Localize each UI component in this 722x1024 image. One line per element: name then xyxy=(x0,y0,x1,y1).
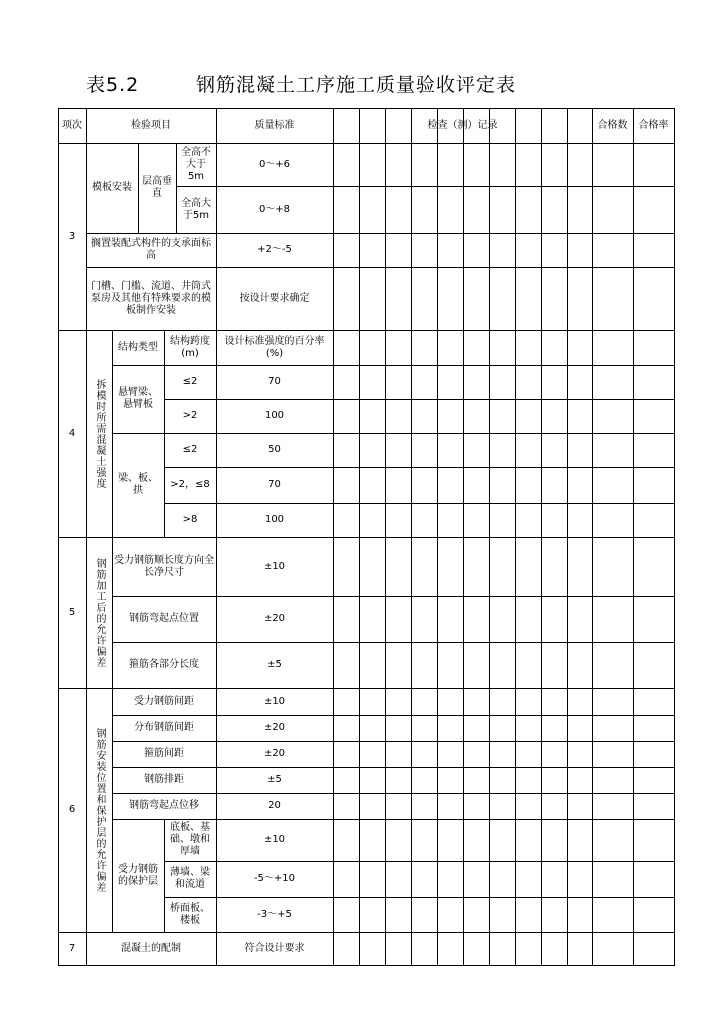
cover-row-2-standard: -5～+10 xyxy=(253,873,296,884)
cover-row-1-standard: ±10 xyxy=(263,834,286,845)
section-5-no: 5 xyxy=(68,606,76,618)
cover-row-2-label: 薄墙、梁和流道 xyxy=(170,867,210,890)
structure-type-header: 结构类型 xyxy=(118,341,158,353)
table-name: 钢筋混凝土工序施工质量验收评定表 xyxy=(196,74,517,96)
section-7-no: 7 xyxy=(68,942,76,954)
bend-standard: ±20 xyxy=(263,613,286,624)
install-row-3-label: 箍筋间距 xyxy=(144,748,184,759)
special-standard: 按设计要求确定 xyxy=(239,292,310,304)
cover-row-3-standard: -3～+5 xyxy=(257,908,292,920)
section-4-no: 4 xyxy=(68,427,76,439)
section-3-no: 3 xyxy=(68,230,76,242)
length-label: 受力钢筋顺长度方向全长净尺寸 xyxy=(114,554,214,578)
grid-line-h xyxy=(58,965,675,966)
processing-group-label: 钢筋加工后的允许偏差 xyxy=(94,557,105,668)
mix-label: 混凝土的配制 xyxy=(121,942,181,954)
install-row-4-label: 钢筋排距 xyxy=(144,774,184,785)
header-pass-rate: 合格率 xyxy=(638,119,669,131)
header-pass-count: 合格数 xyxy=(597,119,628,131)
install-row-2-standard: ±20 xyxy=(263,722,286,733)
beam-pct-2: 70 xyxy=(268,479,281,490)
beam-pct-3: 100 xyxy=(264,514,285,525)
beam-label: 梁、板、拱 xyxy=(118,473,158,496)
cover-label: 受力钢筋的保护层 xyxy=(118,863,158,887)
install-row-1-standard: ±10 xyxy=(263,695,286,707)
header-item: 检验项目 xyxy=(131,119,171,131)
header-records: 检查（测）记录 xyxy=(427,119,498,131)
install-row-5-standard: 20 xyxy=(268,800,281,811)
formwork-install-label: 模板安装 xyxy=(92,182,132,193)
stirrup-label: 箍筋各部分长度 xyxy=(129,659,199,670)
beam-pct-1: 50 xyxy=(268,444,281,455)
special-label: 门槽、门槛、流道、井筒式泵房及其他有特殊要求的模板制作安装 xyxy=(91,280,211,316)
install-group-label: 钢筋安装位置和保护层的允许偏差 xyxy=(94,727,105,893)
height-gt5-label: 全高大于5m xyxy=(181,197,211,221)
beam-span-1: ≤2 xyxy=(182,444,198,455)
shelf-label: 搁置装配式构件的支承面标高 xyxy=(91,238,211,261)
length-standard: ±10 xyxy=(263,560,286,572)
cantilever-pct-2: 100 xyxy=(264,410,285,421)
cantilever-label: 悬臂梁、悬臂板 xyxy=(118,387,158,410)
cover-row-3-label: 桥面板、楼板 xyxy=(170,902,210,926)
mix-standard: 符合设计要求 xyxy=(244,942,305,954)
install-row-2-label: 分布钢筋间距 xyxy=(134,722,194,733)
cantilever-pct-1: 70 xyxy=(268,376,281,387)
beam-span-2: >2，≤8 xyxy=(170,479,210,490)
cantilever-span-1: ≤2 xyxy=(182,376,198,387)
height-le5-standard: 0～+6 xyxy=(258,158,291,170)
removal-group-label: 拆模时所需混凝土强度 xyxy=(94,378,105,489)
install-row-1-label: 受力钢筋间距 xyxy=(134,695,194,707)
cantilever-span-2: >2 xyxy=(182,410,198,421)
percent-header: 设计标准强度的百分率(%) xyxy=(224,335,325,359)
shelf-standard: +2～-5 xyxy=(257,244,292,255)
install-row-5-label: 钢筋弯起点位移 xyxy=(129,800,199,811)
vertical-label: 层高垂直 xyxy=(142,176,172,199)
beam-span-3: >8 xyxy=(182,514,198,525)
install-row-4-standard: ±5 xyxy=(267,774,282,785)
install-row-3-standard: ±20 xyxy=(263,748,286,759)
height-le5-label: 全高不大于5m xyxy=(181,146,211,182)
header-standard: 质量标准 xyxy=(254,119,295,131)
table-number: 表5.2 xyxy=(86,74,140,96)
height-gt5-standard: 0～+8 xyxy=(258,203,291,215)
section-6-no: 6 xyxy=(68,804,76,815)
bend-label: 钢筋弯起点位置 xyxy=(129,613,199,624)
cover-row-1-label: 底板、基础、墩和厚墙 xyxy=(170,822,210,857)
span-header: 结构跨度(m) xyxy=(170,335,210,359)
stirrup-standard: ±5 xyxy=(267,659,282,670)
header-seq: 项次 xyxy=(62,119,82,131)
